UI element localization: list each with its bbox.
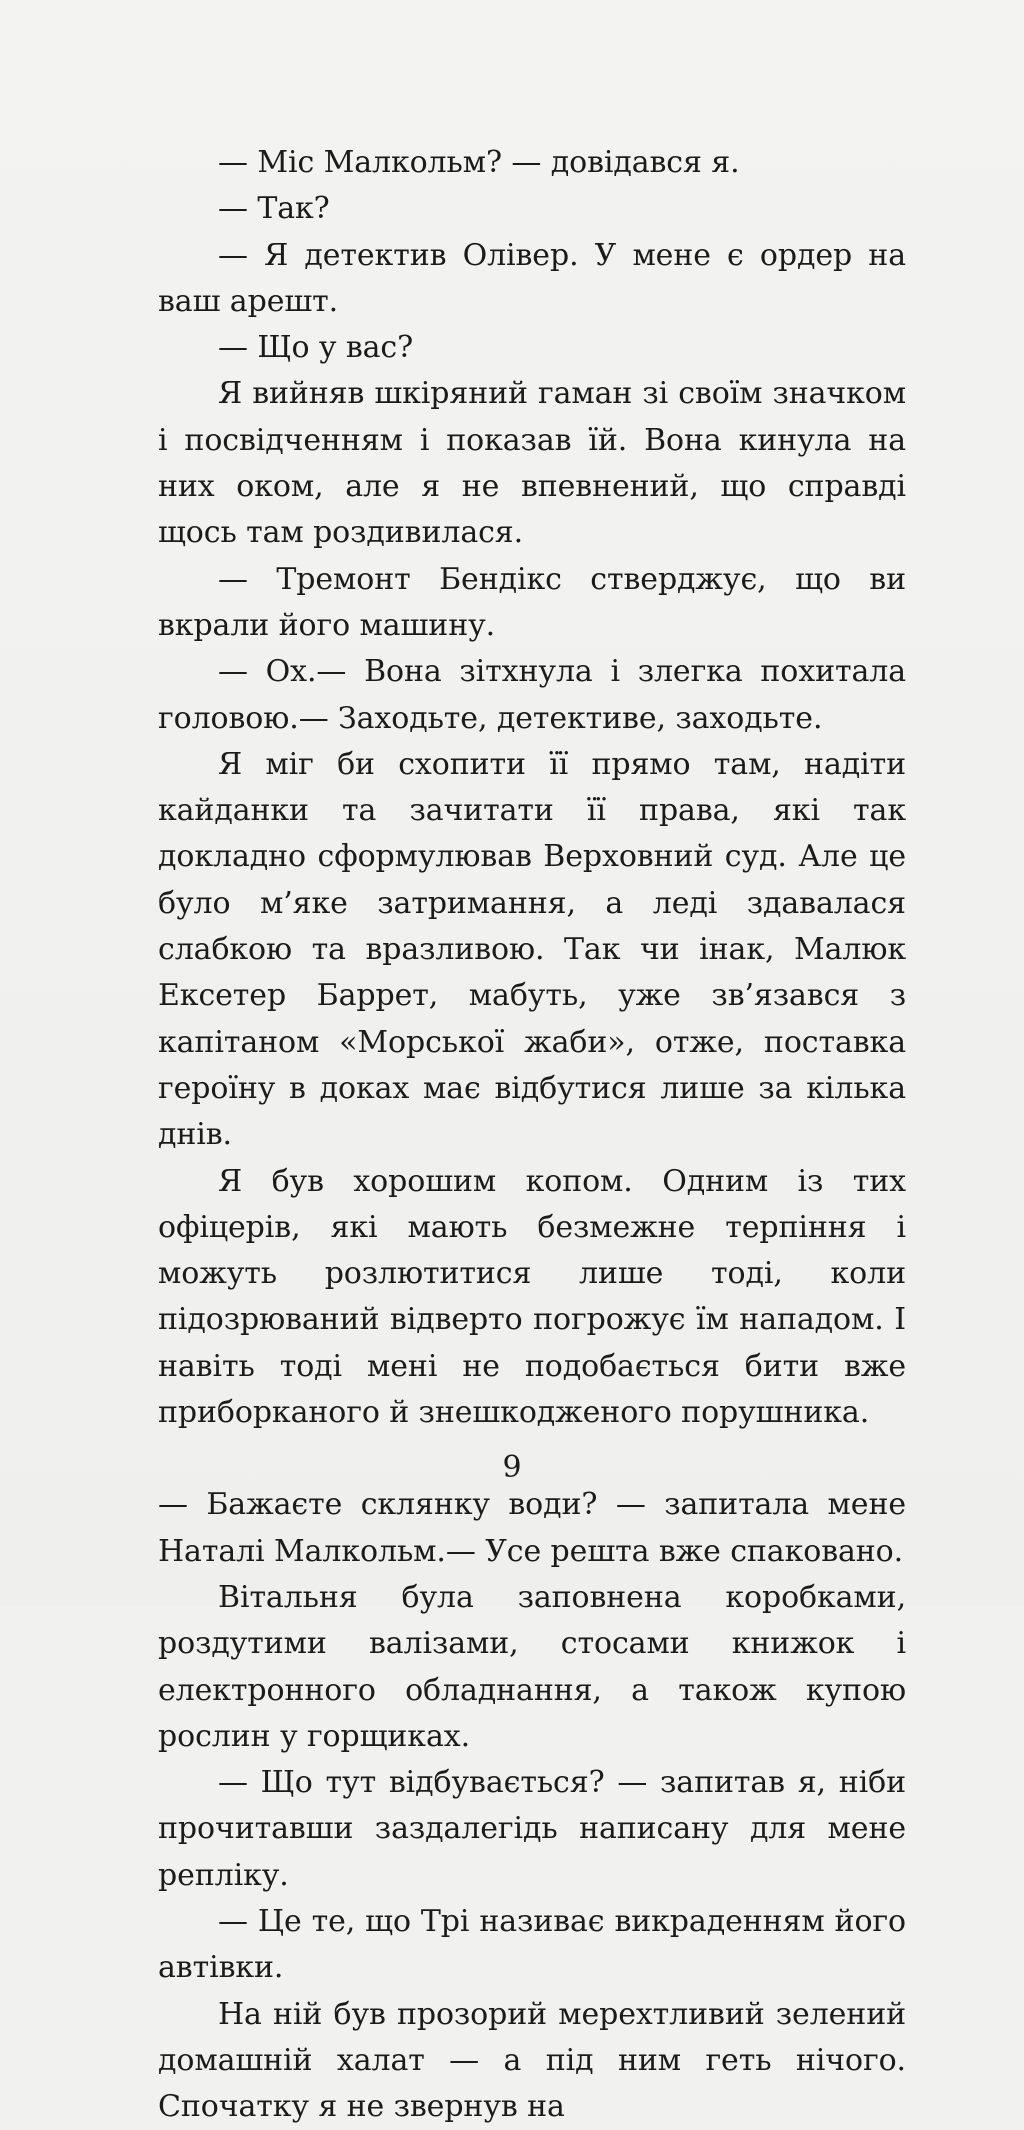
paragraph-dialogue-3: — Я детектив Олівер. У мене є ордер на ваш арешт. xyxy=(158,237,906,319)
paragraph-narration-2: Я міг би схопити її прямо там, надіти кайданки та зачитати її права, які так докладно сформулював Верховний суд. Але це було м’яке затримання, а леді здавалася слабкою та вразливою. Так чи інак, Малюк Ексетер Баррет, мабуть, уже зв’язався з капітаном «Морської жаби», отже, поставка героїну в доках має відбутися лише за кілька днів. xyxy=(158,746,906,1153)
page-number: 9 xyxy=(502,1450,522,1485)
paragraph-dialogue-6: — Ох.— Вона зітхнула і злегка похитала головою.— Заходьте, детективе, заходьте. xyxy=(158,654,906,736)
paragraph-dialogue-1: — Міс Малкольм? — довідався я. xyxy=(218,145,740,180)
paragraph-narration-3: Я був хорошим копом. Одним із тих офіцерів, які мають безмежне терпіння і можуть розлютитися лише тоді, коли підозрюваний відверто погрожує їм нападом. І навіть тоді мені не подобається бити вже приборканого й знешкодженого порушника. xyxy=(158,1163,906,1431)
paragraph-narration-1: Я вийняв шкіряний гаман зі своїм значком і посвідченням і показав їй. Вона кинула на них оком, але я не впевнений, що справді щось там роздивилася. xyxy=(158,376,906,551)
paragraph-dialogue-7: — Бажаєте склянку води? — запитала мене Наталі Малкольм.— Усе решта вже спаковано. xyxy=(158,1487,906,1569)
paragraph-dialogue-4: — Що у вас? xyxy=(218,330,414,366)
paragraph-dialogue-2: — Так? xyxy=(218,191,330,227)
paragraph-dialogue-9: — Це те, що Трі називає викраденням його автівки. xyxy=(158,1903,906,1986)
page-text xyxy=(158,140,906,2130)
paragraph-dialogue-8: — Що тут відбувається? — запитав я, ніби прочитавши заздалегідь написану для мене репліку. xyxy=(158,1765,906,1893)
paragraph-dialogue-5: — Тремонт Бендікс стверджує, що ви вкрали його машину. xyxy=(158,561,906,643)
paragraph-narration-4: Вітальня була заповнена коробками, роздутими валізами, стосами книжок і електронного обладнання, а також купою рослин у горщиках. xyxy=(158,1579,906,1754)
paragraph-narration-5: На ній був прозорий мерехтливий зелений домашній халат — а під ним геть нічого. Спочатку я не звернув на xyxy=(158,1996,906,2125)
